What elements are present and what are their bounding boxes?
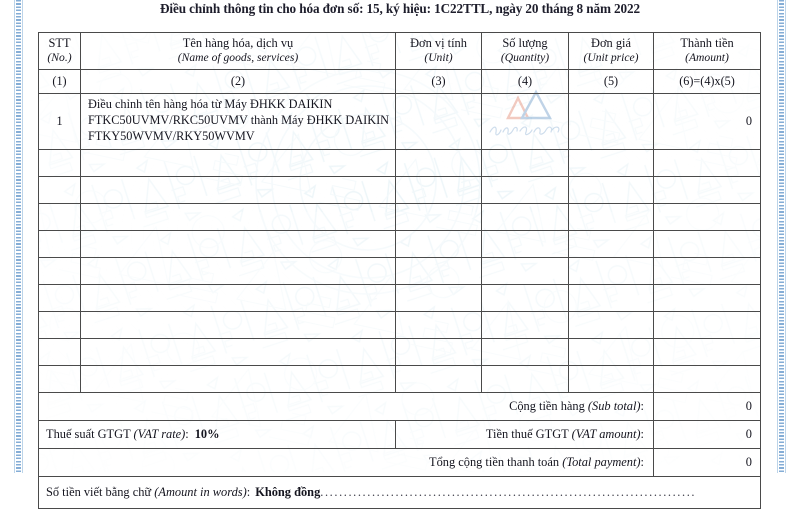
vat-rate-colon: : bbox=[185, 426, 189, 441]
col-header-unit-price bbox=[569, 33, 654, 70]
blank-cell bbox=[569, 258, 654, 285]
blank-cell bbox=[482, 150, 569, 177]
blank-cell bbox=[482, 285, 569, 312]
row-1-quantity bbox=[482, 94, 569, 150]
col-header-quantity bbox=[482, 33, 569, 70]
blank-cell bbox=[39, 177, 81, 204]
blank-cell bbox=[569, 204, 654, 231]
vat-rate-label-vi: Thuế suất GTGT bbox=[46, 426, 131, 441]
row-1-amount: 0 bbox=[654, 94, 761, 150]
blank-cell bbox=[654, 285, 761, 312]
blank-cell bbox=[482, 177, 569, 204]
blank-cell bbox=[482, 366, 569, 393]
col-number-4: (4) bbox=[482, 70, 569, 94]
col-number-2: (2) bbox=[81, 70, 396, 94]
blank-cell bbox=[81, 366, 396, 393]
table-row bbox=[39, 258, 761, 285]
col-header-quantity-en: (Quantity) bbox=[500, 51, 550, 65]
total-payment-value: 0 bbox=[654, 449, 761, 477]
blank-cell bbox=[654, 366, 761, 393]
amount-in-words-label-en: (Amount in words) bbox=[154, 484, 247, 499]
subtotal-label-cell bbox=[39, 393, 654, 421]
vat-rate-label-en: (VAT rate) bbox=[133, 426, 186, 441]
table-row bbox=[39, 366, 761, 393]
amount-in-words-row bbox=[39, 477, 761, 509]
blank-cell bbox=[569, 339, 654, 366]
vat-amount-label-cell bbox=[396, 421, 654, 449]
vat-amount-colon: : bbox=[640, 426, 644, 441]
blank-cell bbox=[396, 366, 482, 393]
subtotal-label-vi: Cộng tiền hàng bbox=[509, 398, 585, 413]
blank-cell bbox=[654, 150, 761, 177]
vat-rate-value: 10% bbox=[194, 426, 220, 441]
blank-cell bbox=[482, 312, 569, 339]
blank-cell bbox=[654, 231, 761, 258]
blank-cell bbox=[654, 312, 761, 339]
col-header-stt bbox=[39, 33, 81, 70]
table-row bbox=[39, 285, 761, 312]
blank-cell bbox=[396, 258, 482, 285]
row-1-no: 1 bbox=[39, 94, 81, 150]
vat-amount-value: 0 bbox=[654, 421, 761, 449]
blank-cell bbox=[569, 177, 654, 204]
table-row bbox=[39, 94, 761, 150]
blank-cell bbox=[569, 231, 654, 258]
subtotal-label-en: (Sub total) bbox=[587, 398, 641, 413]
blank-cell bbox=[482, 258, 569, 285]
invoice-table bbox=[38, 32, 761, 509]
col-number-3: (3) bbox=[396, 70, 482, 94]
col-number-6: (6)=(4)x(5) bbox=[654, 70, 761, 94]
blank-cell bbox=[569, 312, 654, 339]
amount-in-words-label-vi: Số tiền viết bằng chữ bbox=[46, 484, 152, 499]
col-number-5: (5) bbox=[569, 70, 654, 94]
table-row bbox=[39, 150, 761, 177]
blank-cell bbox=[654, 177, 761, 204]
amount-in-words-cell bbox=[39, 477, 761, 509]
blank-cell bbox=[396, 177, 482, 204]
col-header-unit-price-vi: Đơn giá bbox=[591, 36, 631, 50]
blank-cell bbox=[654, 339, 761, 366]
blank-cell bbox=[39, 150, 81, 177]
vat-rate-cell bbox=[39, 421, 396, 449]
blank-cell bbox=[569, 150, 654, 177]
col-header-amount bbox=[654, 33, 761, 70]
col-header-name-en: (Name of goods, services) bbox=[177, 51, 299, 65]
amount-in-words-colon: : bbox=[246, 484, 251, 499]
row-1-description: Điều chỉnh tên hàng hóa từ Máy ĐHKK DAIKIN FTKC50UVMV/RKC50UVMV thành Máy ĐHKK DAIKIN FTKY50WVMV/RKY50WVMV bbox=[81, 94, 396, 150]
blank-cell bbox=[482, 231, 569, 258]
blank-cell bbox=[81, 231, 396, 258]
table-row bbox=[39, 312, 761, 339]
col-number-1: (1) bbox=[39, 70, 81, 94]
blank-cell bbox=[569, 285, 654, 312]
blank-cell bbox=[81, 312, 396, 339]
total-payment-row bbox=[39, 449, 761, 477]
page-title: Điều chỉnh thông tin cho hóa đơn số: 15, ký hiệu: 1C22TTL, ngày 20 tháng 8 năm 2022 bbox=[159, 1, 641, 16]
blank-cell bbox=[81, 150, 396, 177]
table-body bbox=[39, 94, 761, 509]
col-header-stt-vi: STT bbox=[48, 36, 71, 50]
blank-cell bbox=[396, 339, 482, 366]
table-row bbox=[39, 177, 761, 204]
vat-amount-label-vi: Tiền thuế GTGT bbox=[485, 426, 569, 441]
table-header-row bbox=[39, 33, 761, 70]
blank-cell bbox=[569, 366, 654, 393]
col-header-unit-en: (Unit) bbox=[424, 51, 453, 65]
col-header-name-vi: Tên hàng hóa, dịch vụ bbox=[182, 36, 294, 50]
blank-cell bbox=[396, 312, 482, 339]
col-header-amount-vi: Thành tiền bbox=[680, 36, 734, 50]
blank-cell bbox=[81, 339, 396, 366]
subtotal-value: 0 bbox=[654, 393, 761, 421]
blank-cell bbox=[396, 150, 482, 177]
col-header-unit-vi: Đơn vị tính bbox=[410, 36, 467, 50]
blank-cell bbox=[39, 204, 81, 231]
table-row bbox=[39, 339, 761, 366]
blank-cell bbox=[654, 204, 761, 231]
vat-amount-label-en: (VAT amount) bbox=[571, 426, 641, 441]
blank-cell bbox=[396, 231, 482, 258]
row-1-unit-price bbox=[569, 94, 654, 150]
subtotal-row bbox=[39, 393, 761, 421]
blank-cell bbox=[39, 312, 81, 339]
blank-cell bbox=[654, 258, 761, 285]
amount-in-words-dots: ................................................................................ bbox=[320, 484, 697, 499]
blank-cell bbox=[81, 177, 396, 204]
vat-row bbox=[39, 421, 761, 449]
invoice-table-wrapper bbox=[38, 32, 760, 509]
left-border-stripe bbox=[16, 0, 21, 473]
col-header-amount-en: (Amount) bbox=[685, 51, 729, 65]
col-header-quantity-vi: Số lượng bbox=[502, 36, 548, 50]
blank-cell bbox=[81, 258, 396, 285]
col-header-unit-price-en: (Unit price) bbox=[583, 51, 639, 65]
blank-cell bbox=[482, 339, 569, 366]
blank-cell bbox=[39, 339, 81, 366]
table-row bbox=[39, 231, 761, 258]
right-border-stripe bbox=[779, 0, 784, 473]
total-payment-label-cell bbox=[39, 449, 654, 477]
blank-cell bbox=[81, 285, 396, 312]
amount-in-words-value: Không đồng bbox=[255, 484, 321, 499]
table-column-number-row bbox=[39, 70, 761, 94]
table-row bbox=[39, 204, 761, 231]
blank-cell bbox=[396, 285, 482, 312]
col-header-stt-en: (No.) bbox=[47, 51, 72, 65]
total-payment-label-en: (Total payment) bbox=[562, 454, 641, 469]
col-header-name bbox=[81, 33, 396, 70]
blank-cell bbox=[81, 204, 396, 231]
blank-cell bbox=[39, 231, 81, 258]
subtotal-colon: : bbox=[640, 398, 644, 413]
blank-cell bbox=[39, 285, 81, 312]
blank-cell bbox=[396, 204, 482, 231]
col-header-unit bbox=[396, 33, 482, 70]
row-1-unit bbox=[396, 94, 482, 150]
blank-cell bbox=[482, 204, 569, 231]
total-payment-label-vi: Tổng cộng tiền thanh toán bbox=[429, 454, 560, 469]
total-payment-colon: : bbox=[640, 454, 644, 469]
blank-cell bbox=[39, 366, 81, 393]
blank-cell bbox=[39, 258, 81, 285]
